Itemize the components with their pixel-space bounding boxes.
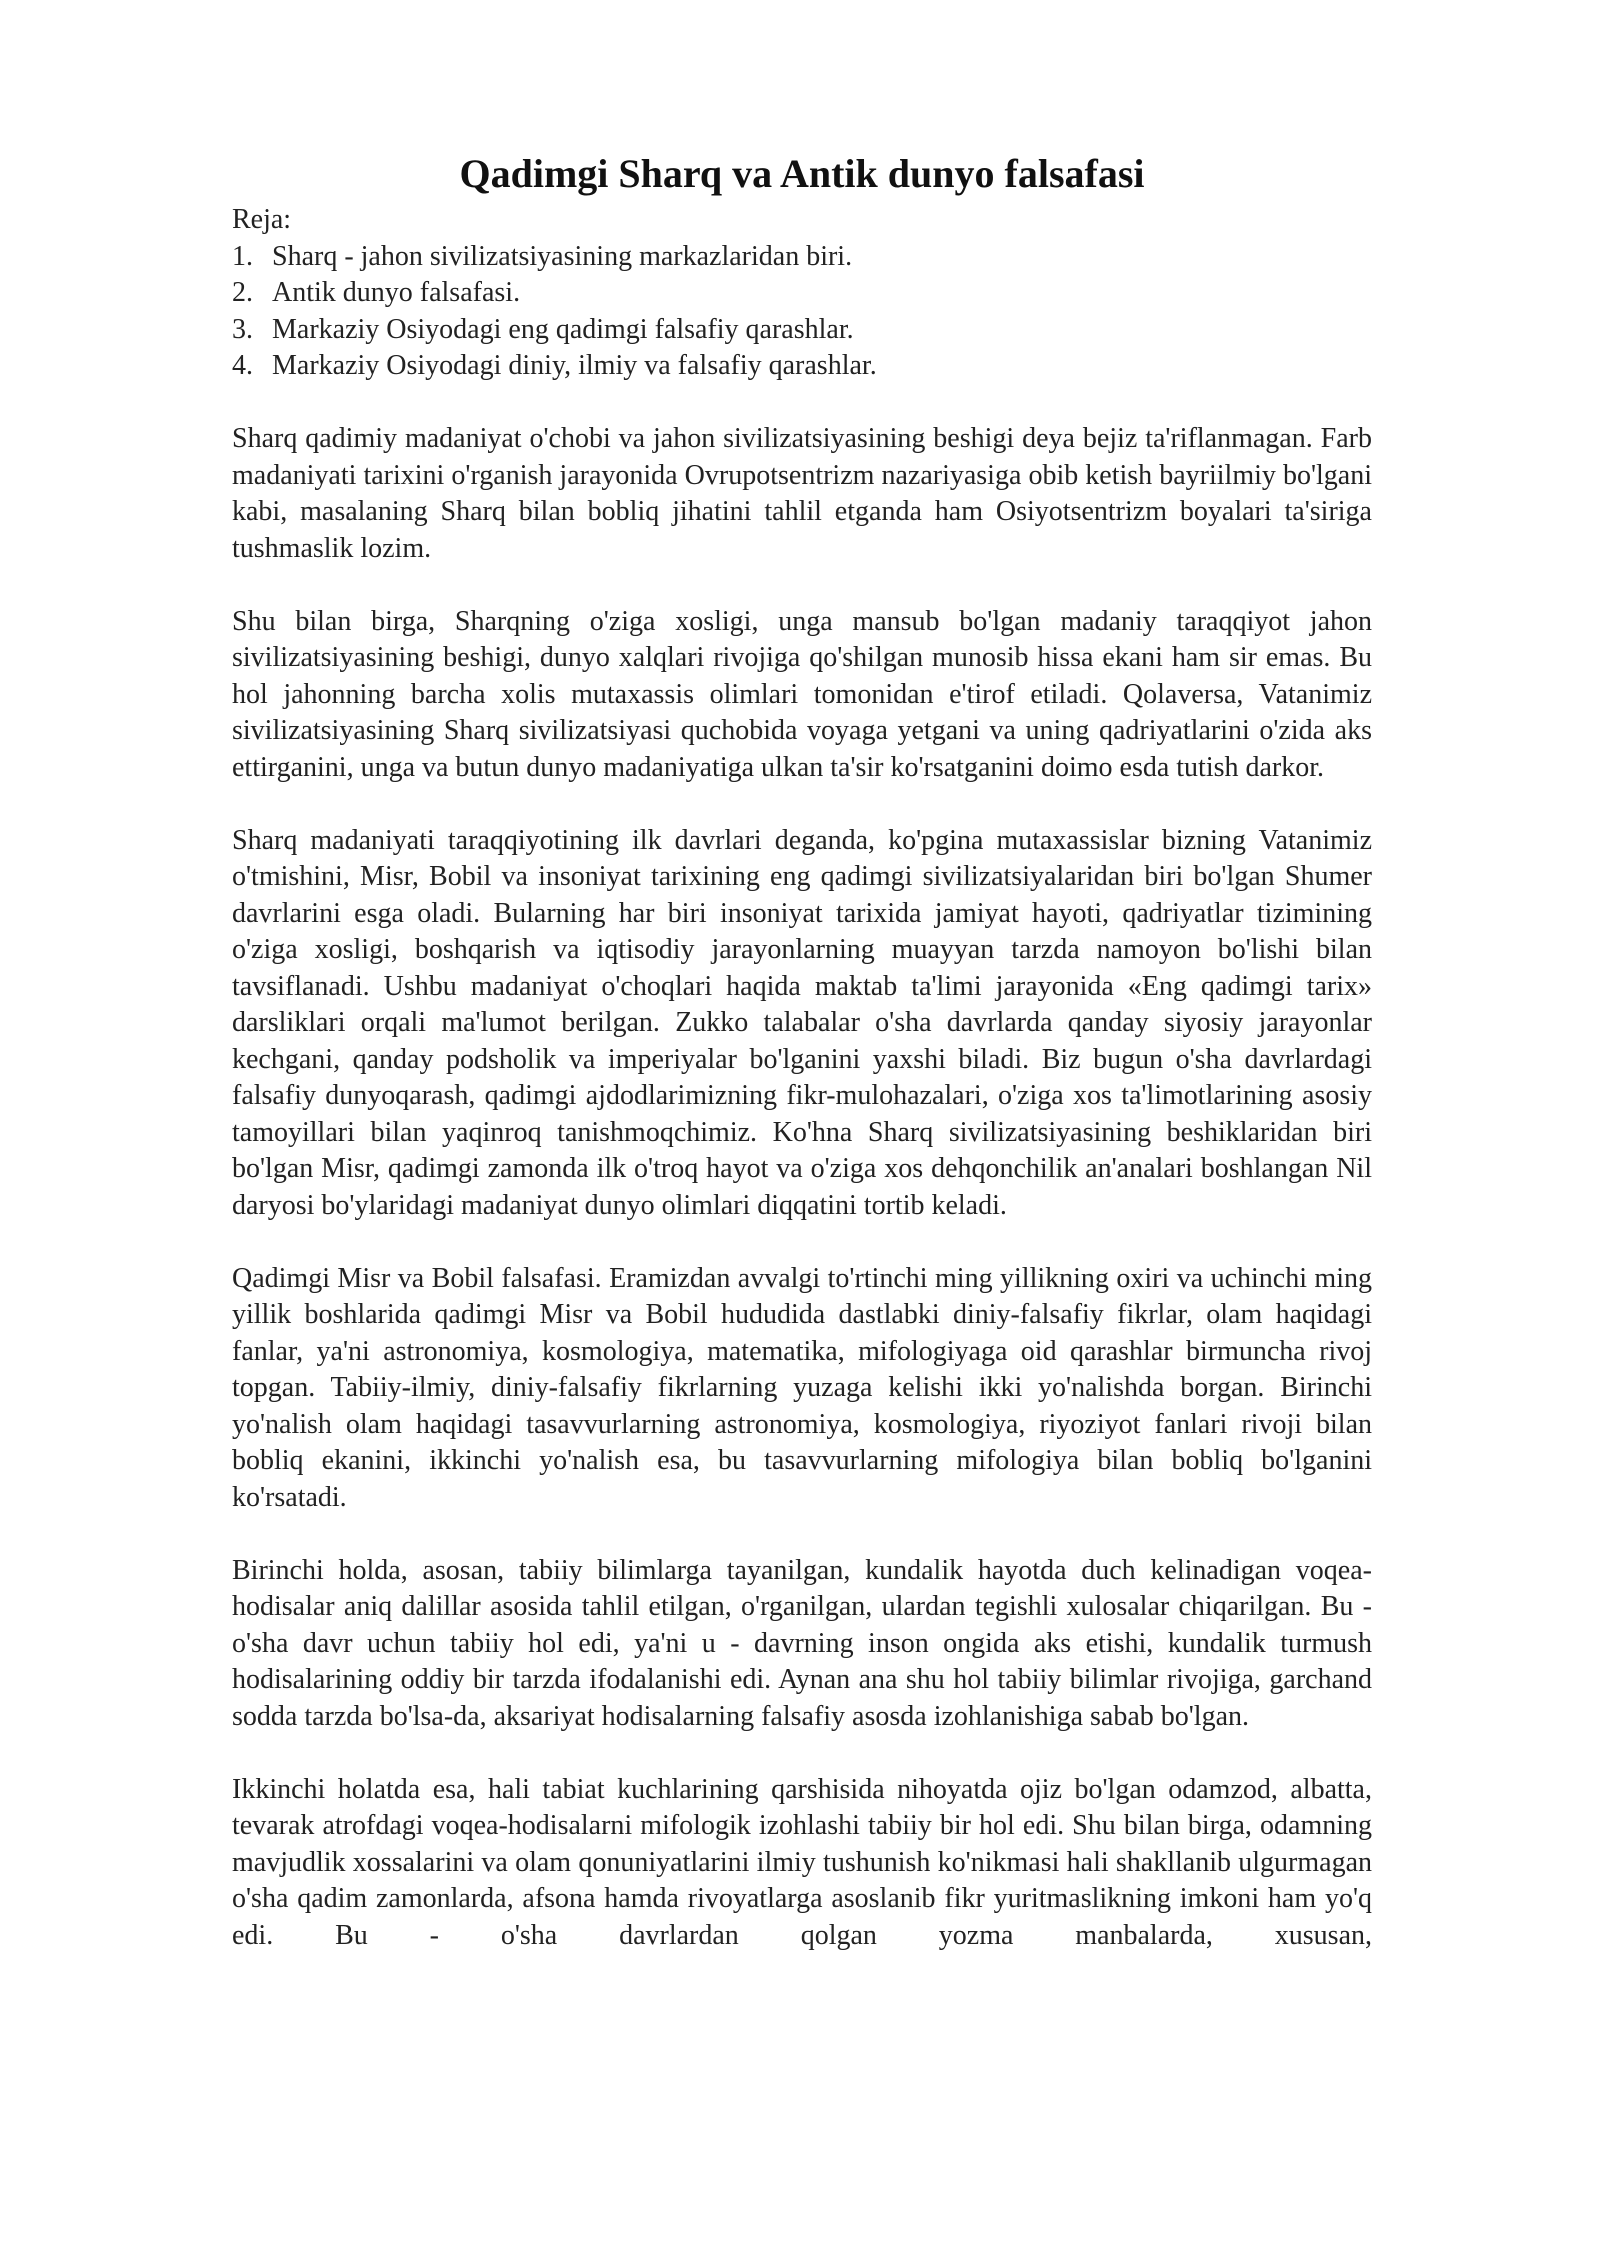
plan-item-text: Sharq - jahon sivilizatsiyasining markazlaridan biri.	[272, 240, 853, 272]
plan-item-number: 2.	[232, 277, 253, 308]
plan-item-text: Markaziy Osiyodagi diniy, ilmiy va falsafiy qarashlar.	[272, 350, 877, 381]
plan-item-number: 3.	[232, 313, 253, 345]
plan-item	[232, 312, 1372, 349]
plan-item	[232, 239, 1372, 276]
plan-label: Reja:	[232, 204, 292, 235]
body-paragraph: Shu bilan birga, Sharqning o'ziga xosligi, unga mansub bo'lgan madaniy taraqqiyot jahon sivilizatsiyasining beshigi, dunyo xalqlari rivojiga qo'shilgan munosib hissa ekani ham sir emas. Bu hol jahonning barcha xolis mutaxassis olimlari tomonidan e'tirof etiladi. Qolaversa, Vatanimiz sivilizatsiyasining Sharq sivilizatsiyasi quchobida voyaga yetgani va uning qadriyatlarini o'zida aks ettirganini, unga va butun dunyo madaniyatiga ulkan ta'sir ko'rsatganini doimo esda tutish darkor.	[232, 605, 1372, 783]
plan-list	[232, 239, 1372, 385]
body-paragraph: Sharq madaniyati taraqqiyotining ilk davrlari deganda, ko'pgina mutaxassislar bizning Vatanimiz o'tmishini, Misr, Bobil va insoniyat tarixining eng qadimgi sivilizatsiyalaridan biri bo'lgan Shumer davrlarini esga oladi. Bularning har biri insoniyat tarixida jamiyat hayoti, qadriyatlar tizimining o'ziga xosligi, boshqarish va iqtisodiy jarayonlarning muayyan tarzda namoyon bo'lishi bilan tavsiflanadi. Ushbu madaniyat o'choqlari haqida maktab ta'limi jarayonida «Eng qadimgi tarix» darsliklari orqali ma'lumot berilgan. Zukko talabalar o'sha davrlarda qanday siyosiy jarayonlar kechgani, qanday podsholik va imperiyalar bo'lganini yaxshi biladi. Biz bugun o'sha davrlardagi falsafiy dunyoqarash, qadimgi ajdodlarimizning fikr-mulohazalari, o'ziga xos ta'limotlarining asosiy tamoyillari bilan yaqinroq tanishmoqchimiz. Ko'hna Sharq sivilizatsiyasining beshiklaridan biri bo'lgan Misr, qadimgi zamonda ilk o'troq hayot va o'ziga xos dehqonchilik an'analari boshlangan Nil daryosi bo'ylaridagi madaniyat dunyo olimlari diqqatini tortib keladi.	[232, 824, 1372, 1221]
plan-item-number: 4.	[232, 350, 253, 381]
body-paragraph: Ikkinchi holatda esa, hali tabiat kuchlarining qarshisida nihoyatda ojiz bo'lgan odamzod, albatta, tevarak atrofdagi voqea-hodisalarni mifologik izohlashi tabiiy bir hol edi. Shu bilan birga, odamning mavjudlik xossalarini va olam qonuniyatlarini ilmiy tushunish ko'nikmasi hali shakllanib ulgurmagan o'sha qadim zamonlarda, afsona hamda rivoyatlarga asoslanib fikr yuritmaslikning imkoni ham yo'q edi. Bu - o'sha davrlardan qolgan yozma manbalarda, xususan,	[232, 1773, 1372, 1951]
plan-item	[232, 275, 1372, 312]
plan-item-text: Markaziy Osiyodagi eng qadimgi falsafiy qarashlar.	[272, 313, 854, 345]
plan-item-text: Antik dunyo falsafasi.	[272, 277, 521, 308]
body-paragraph: Sharq qadimiy madaniyat o'chobi va jahon sivilizatsiyasining beshigi deya bejiz ta'riflanmagan. Farb madaniyati tarixini o'rganish jarayonida Ovrupotsentrizm nazariyasiga obib ketish bayriilmiy bo'lgani kabi, masalaning Sharq bilan bobliq jihatini tahlil etganda ham Osiyotsentrizm boyalari ta'siriga tushmaslik lozim.	[232, 423, 1372, 564]
document-page	[232, 150, 1372, 1954]
body-paragraph: Birinchi holda, asosan, tabiiy bilimlarga tayanilgan, kundalik hayotda duch kelinadigan voqea-hodisalar aniq dalillar asosida tahlil etilgan, o'rganilgan, ulardan tegishli xulosalar chiqarilgan. Bu - o'sha davr uchun tabiiy hol edi, ya'ni u - davrning inson ongida aks etishi, kundalik turmush hodisalarining oddiy bir tarzda ifodalanishi edi. Aynan ana shu hol tabiiy bilimlar rivojiga, garchand sodda tarzda bo'lsa-da, aksariyat hodisalarning falsafiy asosda izohlanishiga sabab bo'lgan.	[232, 1554, 1372, 1732]
document-title: Qadimgi Sharq va Antik dunyo falsafasi	[459, 151, 1145, 196]
plan-item-number: 1.	[232, 240, 253, 272]
plan-item	[232, 348, 1372, 385]
body-paragraph: Qadimgi Misr va Bobil falsafasi. Eramizdan avvalgi to'rtinchi ming yillikning oxiri va uchinchi ming yillik boshlarida qadimgi Misr va Bobil hududida dastlabki diniy-falsafiy fikrlar, olam haqidagi fanlar, ya'ni astronomiya, kosmologiya, matematika, mifologiyaga oid qarashlar birmuncha rivoj topgan. Tabiiy-ilmiy, diniy-falsafiy fikrlarning yuzaga kelishi ikki yo'nalishda borgan. Birinchi yo'nalish olam haqidagi tasavvurlarning astronomiya, kosmologiya, riyoziyot fanlari rivoji bilan bobliq ekanini, ikkinchi yo'nalish esa, bu tasavvurlarning mifologiya bilan bobliq bo'lganini ko'rsatadi.	[232, 1262, 1372, 1513]
